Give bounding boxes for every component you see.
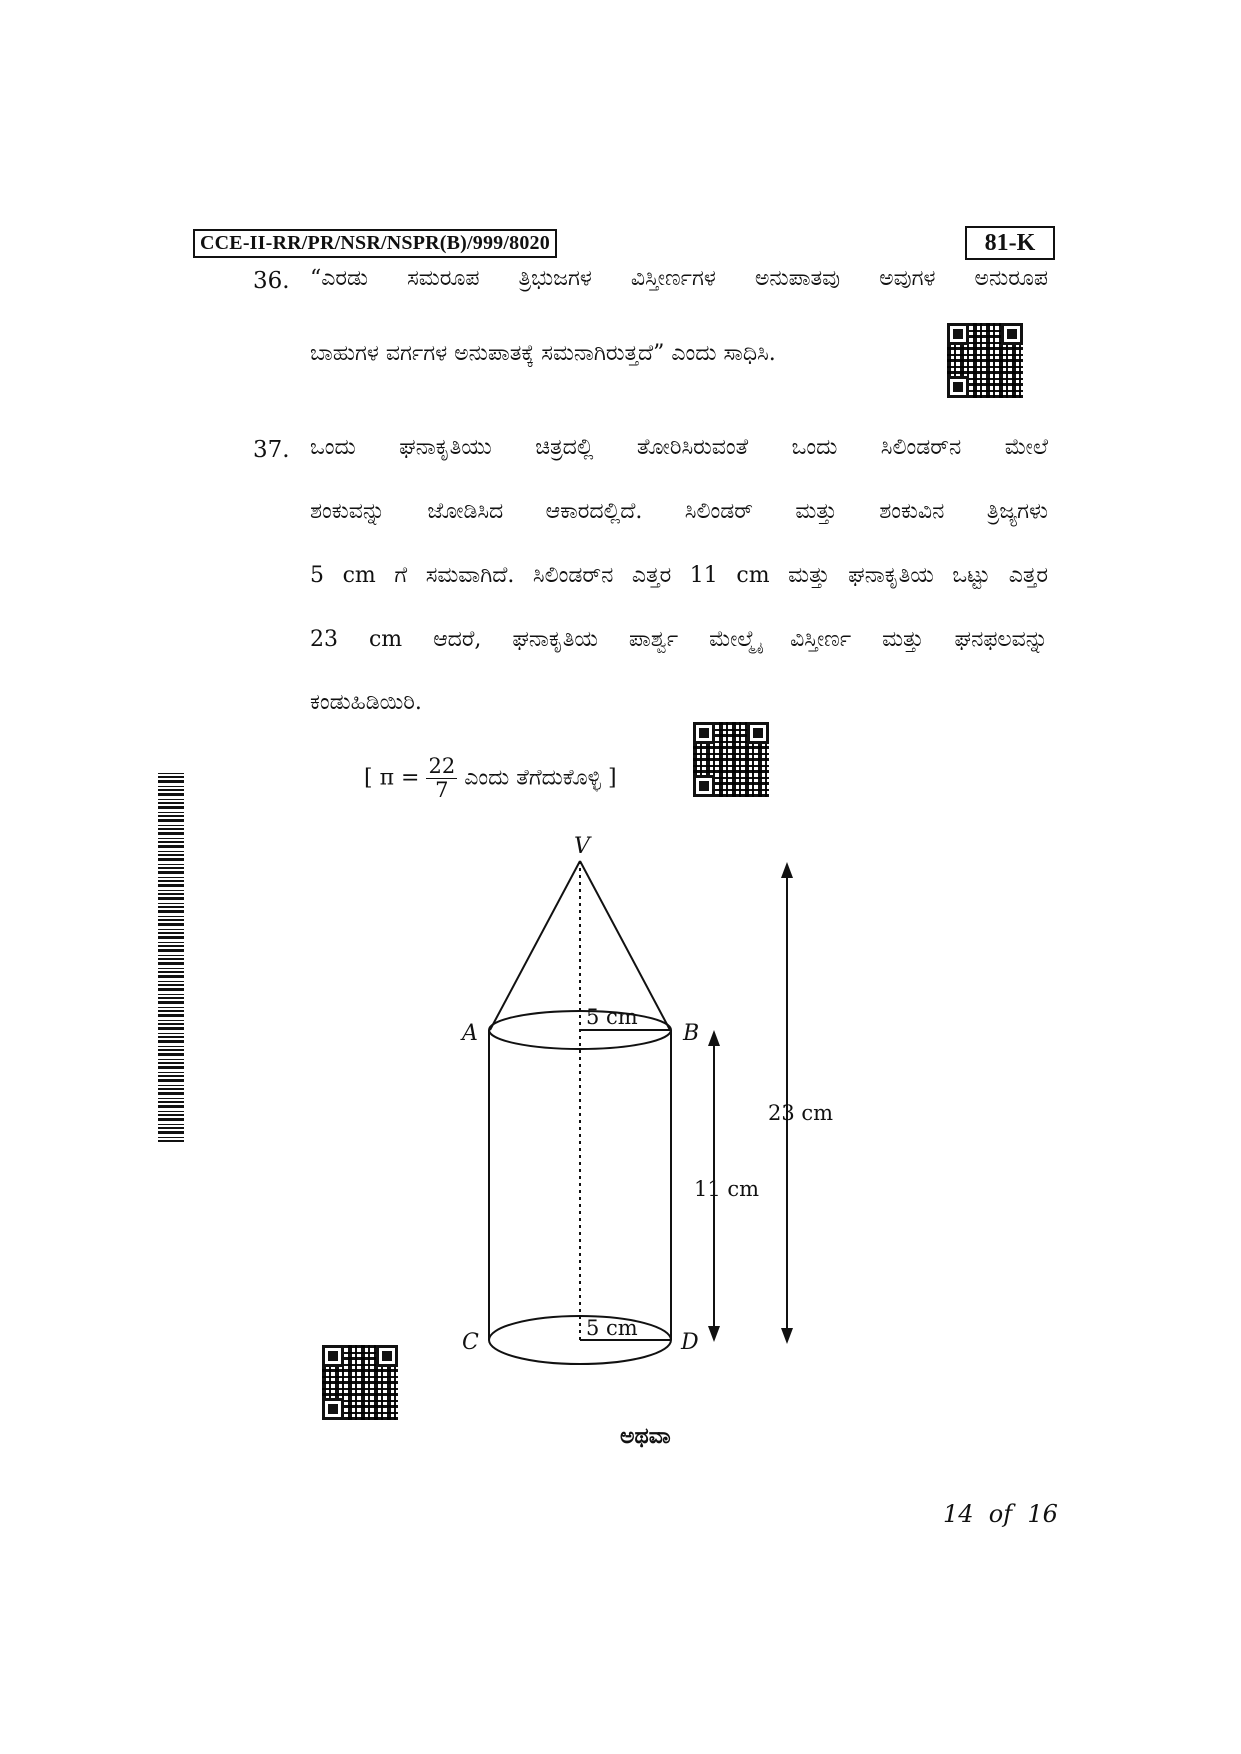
question-36-line-1: “ಎರಡು ಸಮರೂಪ ತ್ರಿಭುಜಗಳ ವಿಸ್ತೀರ್ಣಗಳ ಅನುಪಾತವು ಅವುಗಳ ಅನುರೂಪ <box>310 266 1048 291</box>
cylinder-height-label: 11 cm <box>694 1177 760 1201</box>
label-b: B <box>683 1021 700 1046</box>
question-37-line-4: 23 cm ಆದರೆ, ಘನಾಕೃತಿಯ ಪಾರ್ಶ್ವ ಮೇಲ್ಮೈ ವಿಸ್ತೀರ್ಣ ಮತ್ತು ಘನಫಲವನ್ನು <box>310 627 1048 652</box>
label-v: V <box>574 834 590 859</box>
label-a: A <box>462 1021 478 1046</box>
arrowhead-up <box>781 862 793 878</box>
total-height-label: 23 cm <box>768 1101 834 1125</box>
arrowhead-up <box>708 1030 720 1046</box>
page-number: 14 of 16 <box>943 1500 1058 1528</box>
label-d: D <box>681 1330 699 1355</box>
pi-numerator: 22 <box>428 754 456 778</box>
arrowhead-down <box>708 1326 720 1342</box>
pi-note-close: ಎಂದು ತೆಗೆದುಕೊಳ್ಳಿ ] <box>464 765 617 791</box>
label-c: C <box>462 1330 479 1355</box>
question-36-line-2: ಬಾಹುಗಳ ವರ್ಗಗಳ ಅನುಪಾತಕ್ಕೆ ಸಮನಾಗಿರುತ್ತದೆ” ಎಂದು ಸಾಧಿಸಿ. <box>310 341 776 366</box>
question-37-line-2: ಶಂಕುವನ್ನು ಜೋಡಿಸಿದ ಆಕಾರದಲ್ಲಿದೆ. ಸಿಲಿಂಡರ್ ಮತ್ತು ಶಂಕುವಿನ ತ್ರಿಜ್ಯಗಳು <box>310 499 1048 524</box>
bottom-radius-label: 5 cm <box>586 1316 638 1340</box>
question-37-line-1: ಒಂದು ಘನಾಕೃತಿಯು ಚಿತ್ರದಲ್ಲಿ ತೋರಿಸಿರುವಂತೆ ಒಂದು ಸಿಲಿಂಡರ್‌ನ ಮೇಲೆ <box>310 435 1048 460</box>
question-37-number: 37. <box>253 437 290 463</box>
question-37-line-5: ಕಂಡುಹಿಡಿಯಿರಿ. <box>310 690 422 715</box>
pi-note-open: [ π = <box>364 765 420 791</box>
question-36-number: 36. <box>253 268 290 294</box>
top-radius-label: 5 cm <box>586 1005 638 1029</box>
question-37-line-3: 5 cm ಗೆ ಸಮವಾಗಿದೆ. ಸಿಲಿಂಡರ್‌ನ ಎತ್ತರ 11 cm ಮತ್ತು ಘನಾಕೃತಿಯ ಒಟ್ಟು ಎತ್ತರ <box>310 563 1048 588</box>
athava-or: ಅಥವಾ <box>620 1423 671 1449</box>
cone-left-edge <box>490 861 580 1030</box>
qr-code-icon <box>322 1345 398 1420</box>
arrowhead-down <box>781 1328 793 1344</box>
pi-denominator: 7 <box>435 778 449 803</box>
paper-number-badge: 81-K <box>965 226 1055 260</box>
paper-code: CCE-II-RR/PR/NSR/NSPR(B)/999/8020 <box>193 229 557 258</box>
